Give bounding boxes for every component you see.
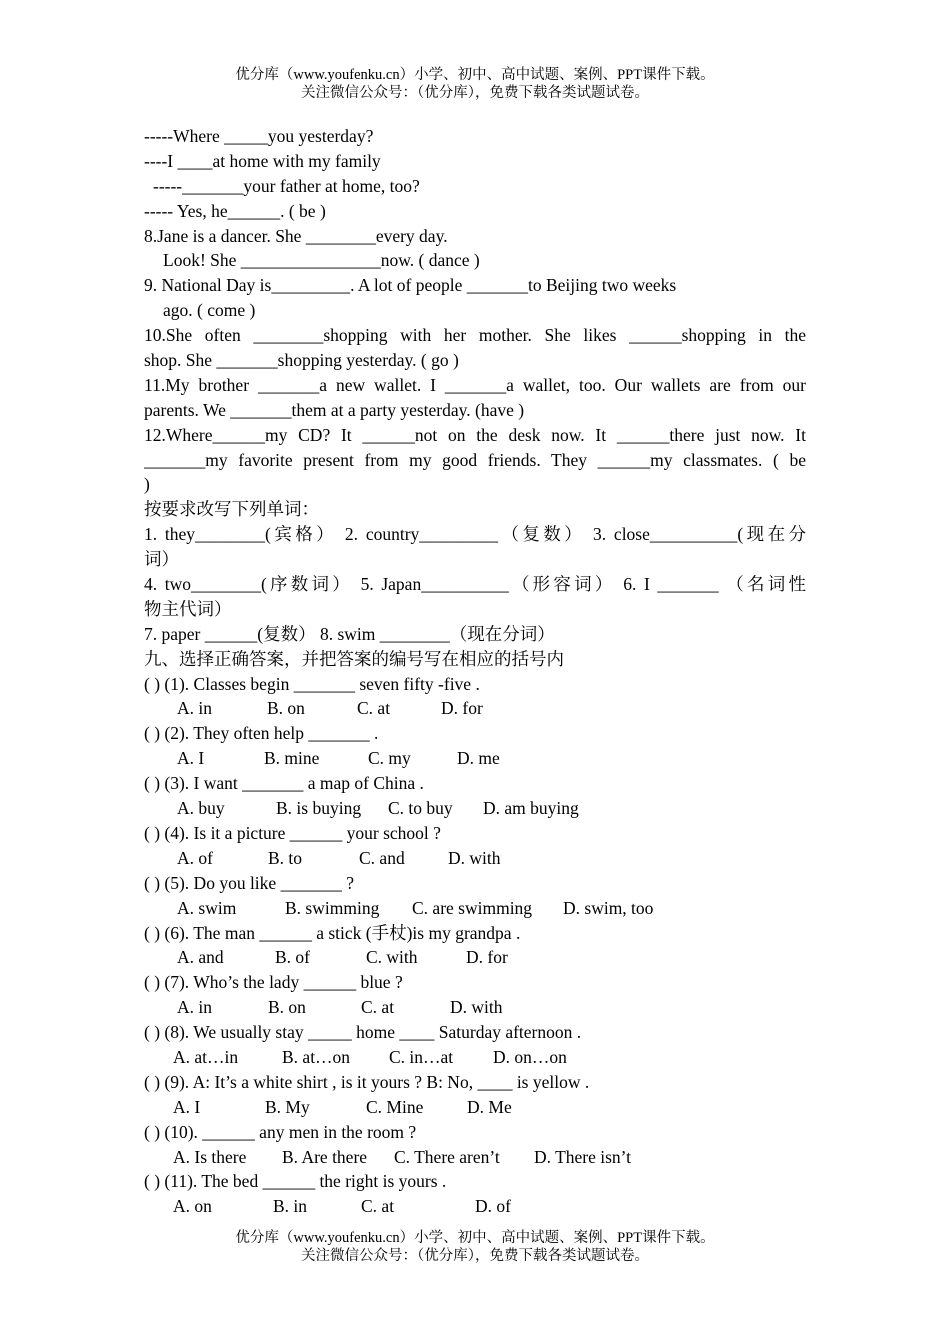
option-b: B. on (267, 698, 305, 719)
header-line-2: 关注微信公众号：（优分库），免费下载各类试题试卷。 (301, 85, 649, 101)
option-c: C. at (361, 1196, 395, 1217)
option-a: A. I (177, 748, 205, 769)
question-7: ( ) (7). Who’s the lady ______ blue ? (144, 972, 403, 993)
page-header (0, 66, 950, 102)
verb-line: ----- Yes, he______. ( be ) (144, 200, 326, 221)
option-c: C. Mine (366, 1096, 424, 1117)
option-a: A. swim (177, 897, 237, 918)
option-d: D. There isn’t (534, 1146, 632, 1167)
option-b: B. My (265, 1096, 310, 1117)
options-7 (144, 995, 806, 1020)
option-d: D. for (466, 947, 508, 968)
option-b: B. swimming (285, 897, 380, 918)
option-d: D. me (457, 748, 500, 769)
option-b: B. mine (264, 748, 320, 769)
verb-line: ----I ____at home with my family (144, 150, 381, 171)
section-title-choice: 九、选择正确答案，并把答案的编号写在相应的括号内 (144, 648, 564, 669)
option-b: B. is buying (276, 798, 362, 819)
option-c: C. with (366, 947, 418, 968)
options-2 (144, 746, 806, 771)
option-a: A. and (177, 947, 224, 968)
verb-line: 10.She often ________shopping with her mother. She likes ______shopping in the (144, 325, 806, 346)
word-form-line: 词） (144, 549, 179, 570)
verb-line: parents. We _______them at a party yesterday. (have ) (144, 399, 525, 420)
question-8: ( ) (8). We usually stay _____ home ____ Saturday afternoon . (144, 1022, 582, 1043)
options-11 (144, 1194, 806, 1219)
option-b: B. at…on (282, 1046, 351, 1067)
option-a: A. buy (177, 798, 225, 819)
word-form-line: 7. paper ______(复数） 8. swim ________（现在分词） (144, 623, 555, 644)
options-6 (144, 945, 806, 970)
exercise-content (144, 124, 806, 1219)
option-d: D. on…on (493, 1046, 567, 1067)
option-d: D. swim, too (563, 897, 654, 918)
question-10: ( ) (10). ______ any men in the room ? (144, 1121, 417, 1142)
word-form-line: 4. two________(序数词） 5. Japan__________（形容词） 6. I _______ （名词性 (144, 574, 806, 595)
word-form-line: 物主代词） (144, 598, 232, 619)
verb-line: -----Where _____you yesterday? (144, 126, 374, 146)
option-a: A. I (173, 1096, 201, 1117)
verb-line: ) (144, 474, 150, 495)
option-c: C. at (357, 698, 391, 719)
verb-line: 12.Where______my CD? It ______not on the desk now. It ______there just now. It (144, 424, 806, 445)
question-1: ( ) (1). Classes begin _______ seven fifty -five . (144, 673, 480, 694)
option-a: A. in (177, 698, 212, 719)
footer-line-1: 优分库（www.youfenku.cn）小学、初中、高中试题、案例、PPT课件下载。 (235, 1230, 715, 1246)
options-9 (144, 1095, 806, 1120)
option-a: A. of (177, 847, 213, 868)
option-b: B. to (268, 847, 303, 868)
header-line-1: 优分库（www.youfenku.cn）小学、初中、高中试题、案例、PPT课件下载。 (235, 67, 715, 83)
verb-line: Look! She ________________now. ( dance ) (163, 250, 480, 271)
option-b: B. on (268, 997, 306, 1018)
option-a: A. on (173, 1196, 212, 1217)
verb-line: 11.My brother _______a new wallet. I _______a wallet, too. Our wallets are from our (144, 374, 806, 395)
options-1 (144, 696, 806, 721)
option-d: D. Me (467, 1096, 512, 1117)
options-10 (144, 1145, 806, 1170)
section-title-word-forms: 按要求改写下列单词： (144, 499, 319, 520)
verb-line: 8.Jane is a dancer. She ________every day. (144, 225, 448, 246)
verb-line: shop. She _______shopping yesterday. ( go ) (144, 350, 459, 371)
options-5 (144, 896, 806, 921)
option-c: C. my (368, 748, 411, 769)
page-footer (0, 1229, 950, 1265)
question-6: ( ) (6). The man ______ a stick (手杖)is my grandpa . (144, 922, 521, 943)
option-b: B. of (275, 947, 310, 968)
option-b: B. Are there (282, 1146, 368, 1167)
verb-line: -----_______your father at home, too? (153, 175, 420, 196)
options-3 (144, 796, 806, 821)
options-8 (144, 1045, 806, 1070)
option-b: B. in (273, 1196, 308, 1217)
verb-line: ago. ( come ) (163, 300, 256, 321)
word-form-line: 1. they________(宾格） 2. country_________（复数） 3. close__________(现在分 (144, 524, 806, 545)
question-4: ( ) (4). Is it a picture ______ your school ? (144, 822, 441, 843)
question-5: ( ) (5). Do you like _______ ? (144, 872, 354, 893)
option-c: C. There aren’t (394, 1146, 500, 1167)
question-2: ( ) (2). They often help _______ . (144, 723, 379, 744)
option-d: D. with (448, 847, 501, 868)
verb-line: 9. National Day is_________. A lot of people _______to Beijing two weeks (144, 275, 677, 296)
option-c: C. are swimming (412, 897, 533, 918)
option-c: C. to buy (388, 798, 453, 819)
verb-line: _______my favorite present from my good friends. They ______my classmates. ( be (144, 449, 806, 470)
option-a: A. at…in (173, 1046, 239, 1067)
option-c: C. in…at (389, 1046, 454, 1067)
footer-line-2: 关注微信公众号：（优分库），免费下载各类试题试卷。 (301, 1248, 649, 1264)
option-c: C. at (361, 997, 395, 1018)
options-4 (144, 846, 806, 871)
question-3: ( ) (3). I want _______ a map of China . (144, 773, 424, 794)
option-c: C. and (359, 847, 405, 868)
option-d: D. am buying (483, 798, 579, 819)
question-11: ( ) (11). The bed ______ the right is yours . (144, 1171, 447, 1192)
option-a: A. Is there (173, 1146, 247, 1167)
question-9: ( ) (9). A: It’s a white shirt , is it yours ? B: No, ____ is yellow . (144, 1071, 590, 1092)
option-d: D. with (450, 997, 503, 1018)
option-d: D. of (475, 1196, 511, 1217)
option-d: D. for (441, 698, 483, 719)
option-a: A. in (177, 997, 212, 1018)
